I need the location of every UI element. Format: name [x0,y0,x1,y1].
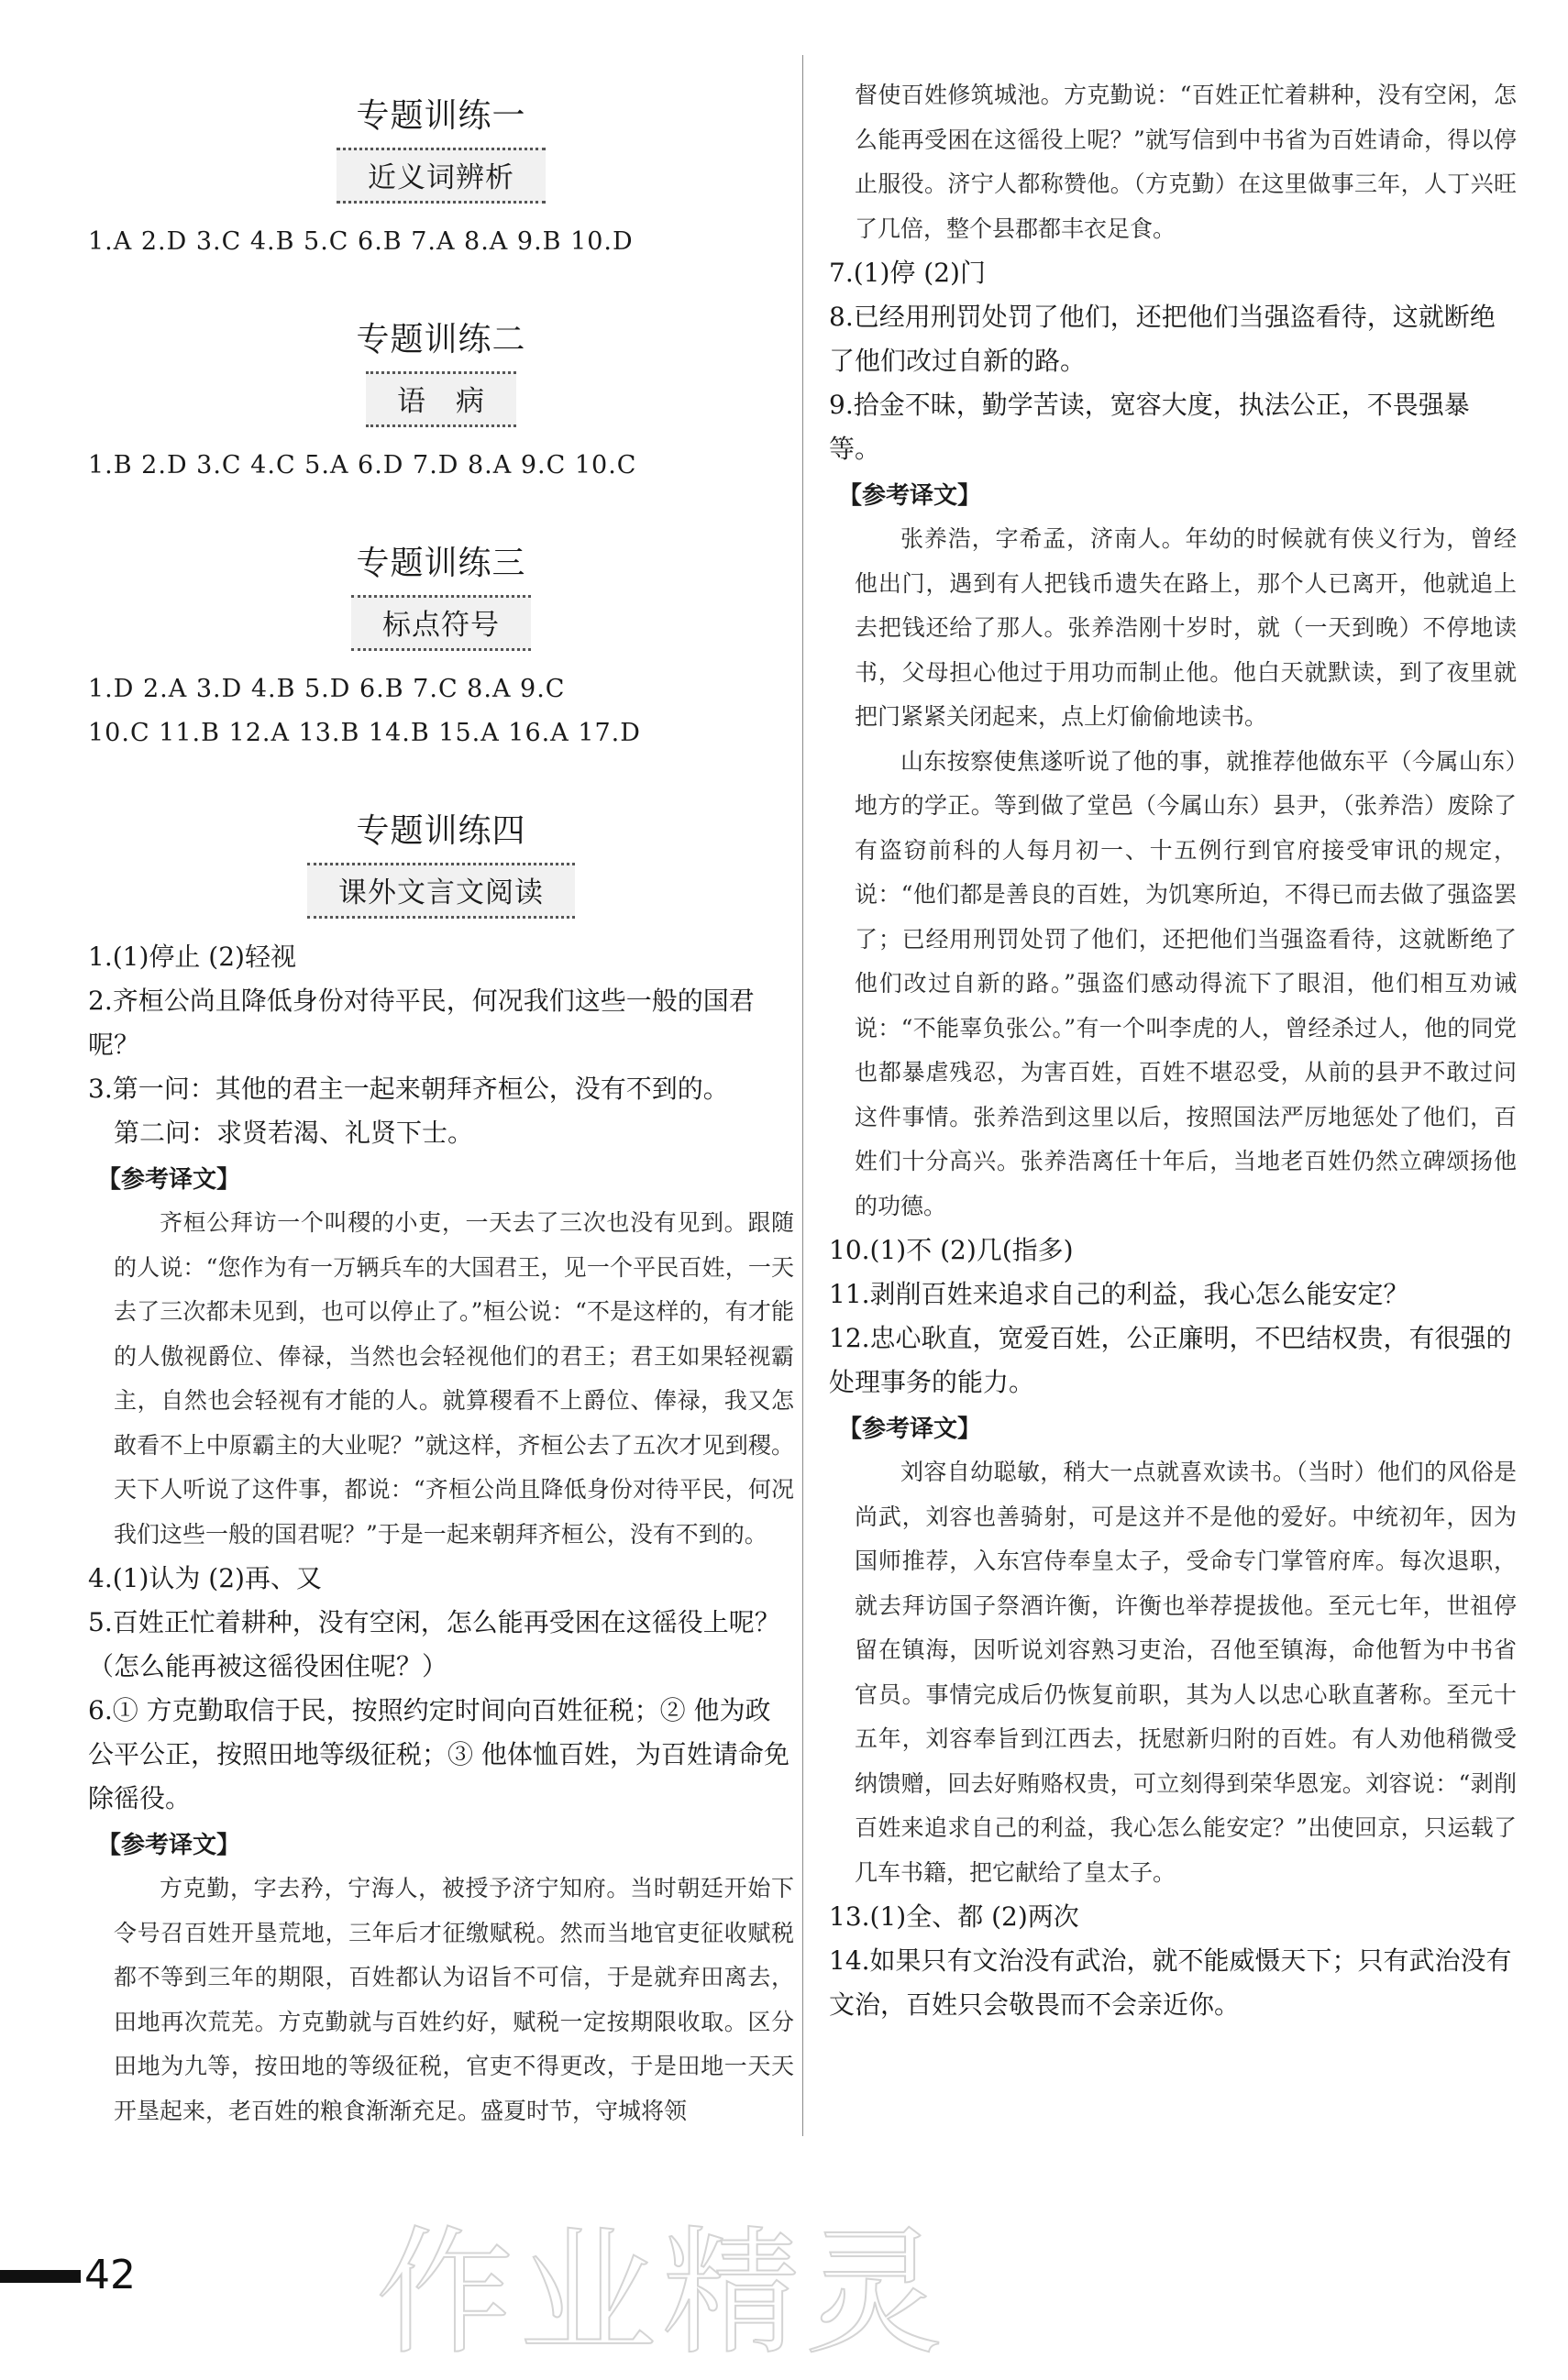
section-subtitle-3: 标点符号 [351,595,531,651]
reference-translation-title-4: 【参考译文】 [838,1416,982,1443]
right-column [829,73,1517,2027]
answer-7: 7.(1)停 (2)门 [829,258,986,288]
answer-6: 6.① 方克勤取信于民，按照约定时间向百姓征税；② 他为政公平公正，按照田地等级征税；③ 他体恤百姓，为百姓请命免除徭役。 [88,1695,790,1813]
page-footer [0,2252,138,2297]
section-title-1: 专题训练一 [356,97,526,135]
left-column [88,55,794,2133]
answer-9: 9.拾金不昧，勤学苦读，宽容大度，执法公正，不畏强暴等。 [829,390,1470,464]
answer-12: 12.忠心耿直，宽爱百姓，公正廉明，不巴结权贵，有很强的处理事务的能力。 [829,1323,1512,1397]
column-divider [802,55,803,2136]
reference-translation-2: 方克勤，字去矜，宁海人，被授予济宁知府。当时朝廷开始下令号召百姓开垦荒地，三年后才征缴赋税。然而当地官吏征收赋税都不等到三年的期限，百姓都认为诏旨不可信，于是就弃田离去，田地再次荒芜。方克勤就与百姓约好，赋税一定按期限收取。区分田地为九等，按田地的等级征税，官吏不得更改，于是田地一天天开垦起来，老百姓的粮食渐渐充足。盛夏时节，守城将领 [114,1875,794,2124]
section-subtitle-1: 近义词辨析 [337,148,546,204]
reference-translation-3-paragraph-2: 山东按察使焦遂听说了他的事，就推荐他做东平（今属山东）地方的学正。等到做了堂邑（今属山东）县尹，（张养浩）废除了有盗窃前科的人每月初一、十五例行到官府接受审讯的规定，说：“他们都是善良的百姓，为饥寒所迫，不得已而去做了强盗罢了；已经用刑罚处罚了他们，还把他们当强盗看待，这就断绝了他们改过自新的路。”强盗们感动得流下了眼泪，他们相互劝诫说：“不能辜负张公。”有一个叫李虎的人，曾经杀过人，他的同党也都暴虐残忍，为害百姓，百姓不堪忍受，从前的县尹不敢过问这件事情。张养浩到这里以后，按照国法严厉地惩处了他们，百姓们十分高兴。张养浩离任十年后，当地老百姓仍然立碑颂扬他的功德。 [855,747,1517,1219]
answers-section-1: 1.A 2.D 3.C 4.B 5.C 6.B 7.A 8.A 9.B 10.D [88,227,634,256]
answer-8: 8.已经用刑罚处罚了他们，还把他们当强盗看待，这就断绝了他们改过自新的路。 [829,302,1496,376]
answer-11: 11.剥削百姓来追求自己的利益，我心怎么能安定？ [829,1279,1409,1309]
answers-section-3-line-2: 10.C 11.B 12.A 13.B 14.B 15.A 16.A 17.D [88,719,641,747]
section-title-2: 专题训练二 [356,321,526,358]
answer-14: 14.如果只有文治没有武治，就不能威慑天下；只有武治没有文治，百姓只会敬畏而不会亲近你。 [829,1945,1512,2020]
answer-2: 2.齐桓公尚且降低身份对待平民，何况我们这些一般的国君呢？ [88,986,755,1060]
answer-10: 10.(1)不 (2)几(指多) [829,1235,1074,1265]
reference-translation-2-continued: 督使百姓修筑城池。方克勤说：“百姓正忙着耕种，没有空闲，怎么能再受困在这徭役上呢？”就写信到中书省为百姓请命，得以停止服役。济宁人都称赞他。（方克勤）在这里做事三年，人丁兴旺了几倍，整个县郡都丰衣足食。 [855,82,1517,242]
answer-13: 13.(1)全、都 (2)两次 [829,1901,1079,1932]
section-subtitle-4: 课外文言文阅读 [307,863,575,919]
answer-1: 1.(1)停止 (2)轻视 [88,942,296,972]
reference-translation-title-2: 【参考译文】 [97,1832,241,1859]
section-title-4: 专题训练四 [356,812,526,850]
answer-4: 4.(1)认为 (2)再、又 [88,1563,322,1593]
reference-translation-3-paragraph-1: 张养浩，字希孟，济南人。年幼的时候就有侠义行为，曾经他出门，遇到有人把钱币遗失在路上，那个人已离开，他就追上去把钱还给了那人。张养浩刚十岁时，就（一天到晚）不停地读书，父母担心他过于用功而制止他。他白天就默读，到了夜里就把门紧紧关闭起来，点上灯偷偷地读书。 [855,525,1517,730]
answer-5: 5.百姓正忙着耕种，没有空闲，怎么能再受困在这徭役上呢？（怎么能再被这徭役困住呢？） [88,1607,780,1681]
answers-section-2: 1.B 2.D 3.C 4.C 5.A 6.D 7.D 8.A 9.C 10.C [88,451,637,479]
answer-3-part-2: 第二问：求贤若渴、礼贤下士。 [114,1118,474,1148]
watermark: 作业精灵 [376,2214,949,2374]
reference-translation-4: 刘容自幼聪敏，稍大一点就喜欢读书。（当时）他们的风俗是尚武，刘容也善骑射，可是这并不是他的爱好。中统初年，因为国师推荐，入东宫侍奉皇太子，受命专门掌管府库。每次退职，就去拜访国子祭酒许衡，许衡也举荐提拔他。至元七年，世祖停留在镇海，因听说刘容熟习吏治，召他至镇海，命他暂为中书省官员。事情完成后仍恢复前职，其为人以忠心耿直著称。至元十五年，刘容奉旨到江西去，抚慰新归附的百姓。有人劝他稍微受纳馈赠，回去好贿赂权贵，可立刻得到荣华恩宠。刘容说：“剥削百姓来追求自己的利益，我心怎么能安定？”出使回京，只运载了几车书籍，把它献给了皇太子。 [855,1459,1517,1886]
section-title-3: 专题训练三 [356,545,526,582]
reference-translation-title-3: 【参考译文】 [838,482,982,510]
section-subtitle-2: 语 病 [366,371,516,427]
answer-3-part-1: 3.第一问：其他的君主一起来朝拜齐桓公，没有不到的。 [88,1074,729,1104]
page-number-bar [0,2270,81,2283]
answers-section-3-line-1: 1.D 2.A 3.D 4.B 5.D 6.B 7.C 8.A 9.C [88,675,566,703]
page-number: 42 [84,2252,136,2298]
reference-translation-title-1: 【参考译文】 [97,1166,241,1194]
reference-translation-1: 齐桓公拜访一个叫稷的小吏，一天去了三次也没有见到。跟随的人说：“您作为有一万辆兵车的大国君王，见一个平民百姓，一天去了三次都未见到，也可以停止了。”桓公说：“不是这样的，有才能的人傲视爵位、俸禄，当然也会轻视他们的君王；君王如果轻视霸主，自然也会轻视有才能的人。就算稷看不上爵位、俸禄，我又怎敢看不上中原霸主的大业呢？”就这样，齐桓公去了五次才见到稷。天下人听说了这件事，都说：“齐桓公尚且降低身份对待平民，何况我们这些一般的国君呢？”于是一起来朝拜齐桓公，没有不到的。 [114,1209,794,1548]
